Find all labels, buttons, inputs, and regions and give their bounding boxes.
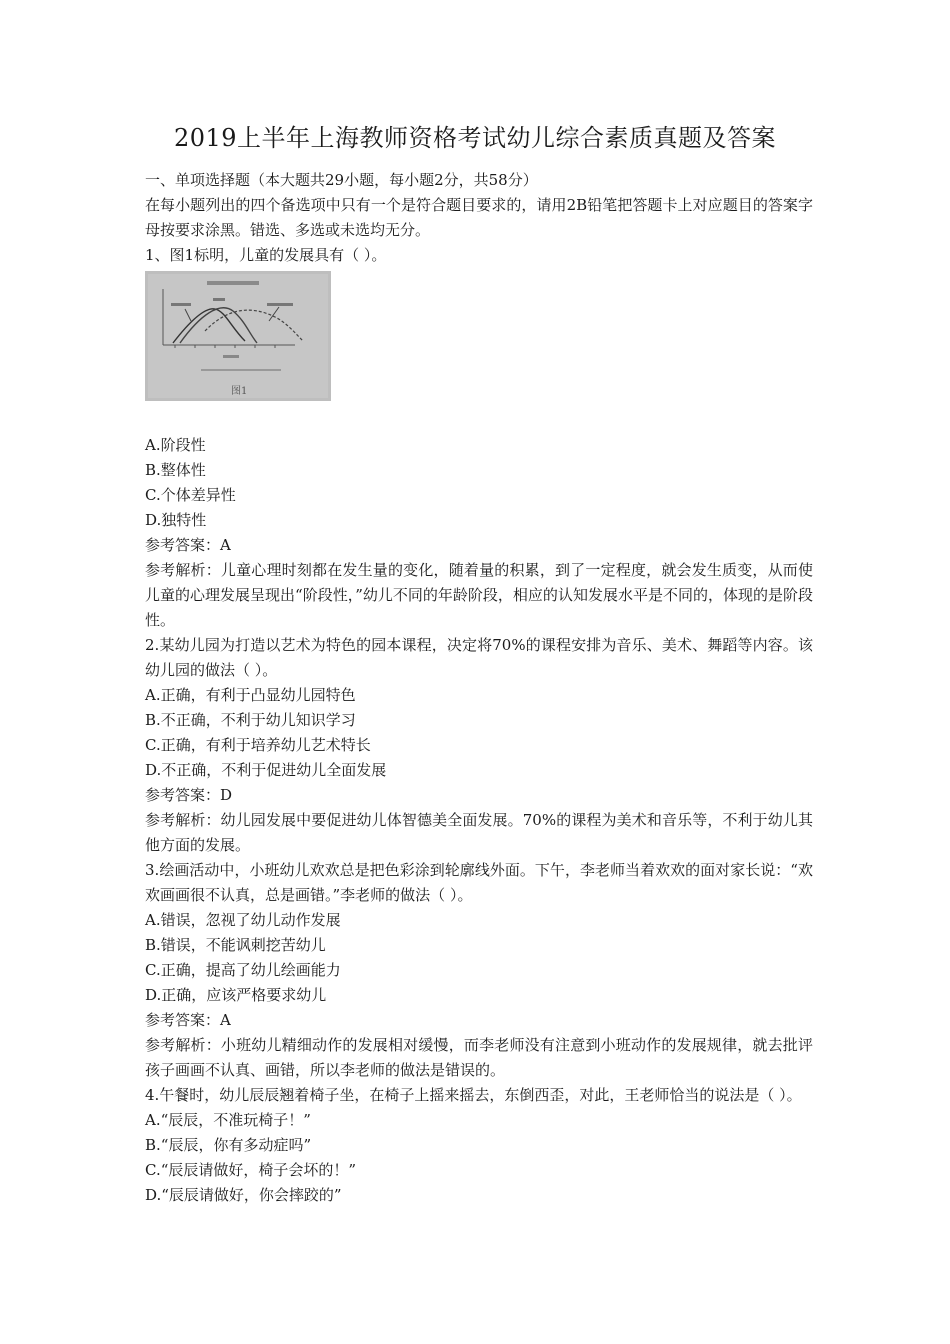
figure-development-chart (145, 271, 331, 401)
question-2 (145, 633, 813, 858)
option-c: C.个体差异性 (145, 486, 236, 504)
option-d: D.正确，应该严格要求幼儿 (145, 986, 327, 1004)
option-b: B.整体性 (145, 461, 206, 479)
option-a: A.阶段性 (145, 436, 206, 454)
question-stem: 3.绘画活动中，小班幼儿欢欢总是把色彩涂到轮廓线外面。下午，李老师当着欢欢的面对家长说：“欢欢画画很不认真，总是画错。”李老师的做法（ ）。 (145, 861, 813, 904)
document-body (145, 168, 813, 1208)
answer: 参考答案：D (145, 786, 233, 804)
analysis: 参考解析：小班幼儿精细动作的发展相对缓慢，而李老师没有注意到小班动作的发展规律，就去批评孩子画画不认真、画错，所以李老师的做法是错误的。 (145, 1036, 813, 1079)
option-a: A.错误，忽视了幼儿动作发展 (145, 911, 341, 929)
section-instructions: 在每小题列出的四个备选项中只有一个是符合题目要求的，请用2B铅笔把答题卡上对应题目的答案字母按要求涂黑。错选、多选或未选均无分。 (145, 196, 813, 239)
option-b: B.“辰辰，你有多动症吗” (145, 1136, 312, 1154)
option-c: C.正确，有利于培养幼儿艺术特长 (145, 736, 371, 754)
section-heading: 一、单项选择题（本大题共29小题，每小题2分，共58分） (145, 171, 538, 189)
answer: 参考答案：A (145, 1011, 231, 1029)
chart-photo-icon (145, 271, 331, 401)
figure-caption: 图1 (231, 386, 248, 397)
analysis: 参考解析：儿童心理时刻都在发生量的变化，随着量的积累，到了一定程度，就会发生质变，从而使儿童的心理发展呈现出“阶段性，”幼儿不同的年龄阶段，相应的认知发展水平是不同的，体现的是阶段性。 (145, 561, 813, 629)
option-d: D.“辰辰请做好，你会摔跤的” (145, 1186, 342, 1204)
option-a: A.“辰辰，不准玩椅子！” (145, 1111, 311, 1129)
analysis: 参考解析：幼儿园发展中要促进幼儿体智德美全面发展。70%的课程为美术和音乐等，不利于幼儿其他方面的发展。 (145, 811, 813, 854)
question-4 (145, 1083, 813, 1208)
question-stem: 2.某幼儿园为打造以艺术为特色的园本课程，决定将70%的课程安排为音乐、美术、舞蹈等内容。该幼儿园的做法（ ）。 (145, 636, 813, 679)
option-d: D.不正确，不利于促进幼儿全面发展 (145, 761, 387, 779)
question-3 (145, 858, 813, 1083)
question-stem: 1、图1标明，儿童的发展具有（ ）。 (145, 246, 387, 264)
question-stem: 4.午餐时，幼儿辰辰翘着椅子坐，在椅子上摇来摇去，东倒西歪，对此，王老师恰当的说法是（ ）。 (145, 1086, 802, 1104)
option-a: A.正确，有利于凸显幼儿园特色 (145, 686, 356, 704)
option-c: C.正确，提高了幼儿绘画能力 (145, 961, 341, 979)
option-d: D.独特性 (145, 511, 207, 529)
option-c: C.“辰辰请做好，椅子会坏的！” (145, 1161, 357, 1179)
answer: 参考答案：A (145, 536, 231, 554)
document-title: 2019上半年上海教师资格考试幼儿综合素质真题及答案 (173, 124, 777, 152)
option-b: B.不正确，不利于幼儿知识学习 (145, 711, 356, 729)
option-b: B.错误，不能讽刺挖苦幼儿 (145, 936, 326, 954)
question-1 (145, 243, 813, 633)
